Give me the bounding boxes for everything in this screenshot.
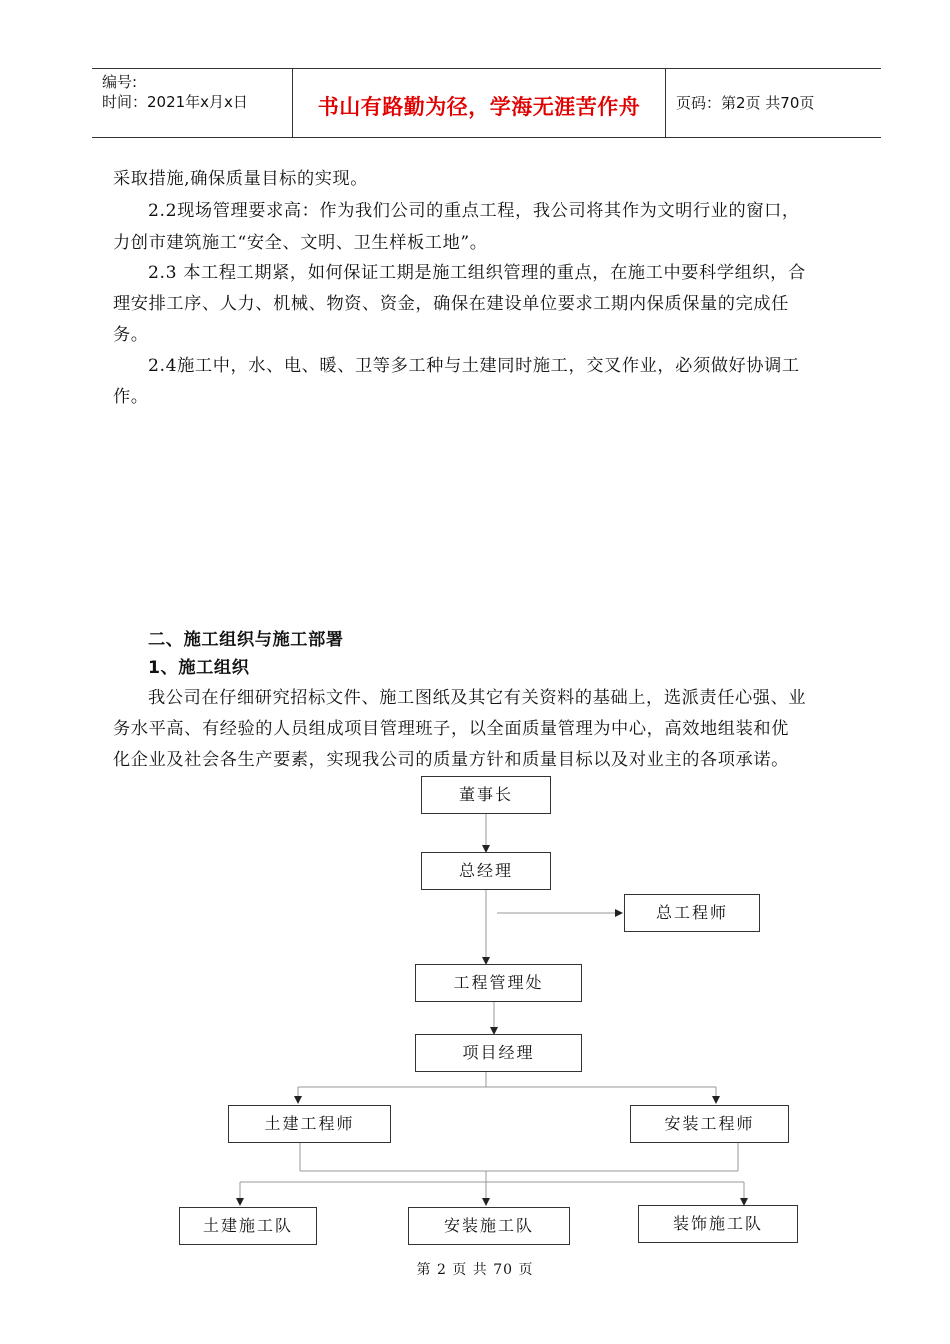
org-node-chairman: 董事长 [421, 776, 551, 814]
header-page-cell [666, 69, 880, 137]
paragraph-line: 务水平高、有经验的人员组成项目管理班子，以全面质量管理为中心，高效地组装和优 [113, 719, 789, 739]
paragraph-line: 2.2现场管理要求高：作为我们公司的重点工程，我公司将其作为文明行业的窗口， [148, 201, 800, 221]
section-subheading: 1、施工组织 [148, 658, 250, 678]
org-node-install-engineer: 安装工程师 [630, 1105, 789, 1143]
page-header [92, 68, 881, 138]
org-node-engineering-dept: 工程管理处 [415, 964, 582, 1002]
paragraph-line: 化企业及社会各生产要素，实现我公司的质量方针和质量目标以及对业主的各项承诺。 [113, 750, 789, 770]
paragraph-line: 务。 [113, 325, 149, 345]
paragraph-line: 我公司在仔细研究招标文件、施工图纸及其它有关资料的基础上，选派责任心强、业 [148, 688, 807, 708]
header-motto: 书山有路勤为径，学海无涯苦作舟 [317, 95, 641, 119]
org-node-project-manager: 项目经理 [415, 1034, 582, 1072]
document-code-label: 编号: [102, 73, 138, 91]
org-node-general-manager: 总经理 [421, 852, 551, 890]
org-node-chief-engineer: 总工程师 [624, 894, 760, 932]
org-node-civil-engineer: 土建工程师 [228, 1105, 391, 1143]
header-motto-cell [293, 69, 666, 137]
header-page-number: 页码：第2页 共70页 [676, 94, 815, 112]
paragraph-line: 力创市建筑施工“安全、文明、卫生样板工地”。 [113, 233, 488, 253]
org-node-install-team: 安装施工队 [408, 1207, 570, 1245]
org-node-decor-team: 装饰施工队 [638, 1205, 798, 1243]
paragraph-line: 作。 [113, 387, 149, 407]
document-time-label: 时间：2021年x月x日 [102, 93, 248, 111]
section-heading: 二、施工组织与施工部署 [148, 630, 344, 650]
paragraph-line: 2.4施工中，水、电、暖、卫等多工种与土建同时施工，交叉作业，必须做好协调工 [148, 356, 800, 376]
paragraph-line: 采取措施,确保质量目标的实现。 [113, 169, 369, 189]
header-meta-cell [92, 69, 293, 137]
paragraph-line: 理安排工序、人力、机械、物资、资金，确保在建设单位要求工期内保质保量的完成任 [113, 294, 789, 314]
org-node-civil-team: 土建施工队 [179, 1207, 317, 1245]
paragraph-line: 2.3 本工程工期紧，如何保证工期是施工组织管理的重点，在施工中要科学组织，合 [148, 263, 806, 283]
page-footer: 第 2 页 共 70 页 [416, 1262, 534, 1278]
